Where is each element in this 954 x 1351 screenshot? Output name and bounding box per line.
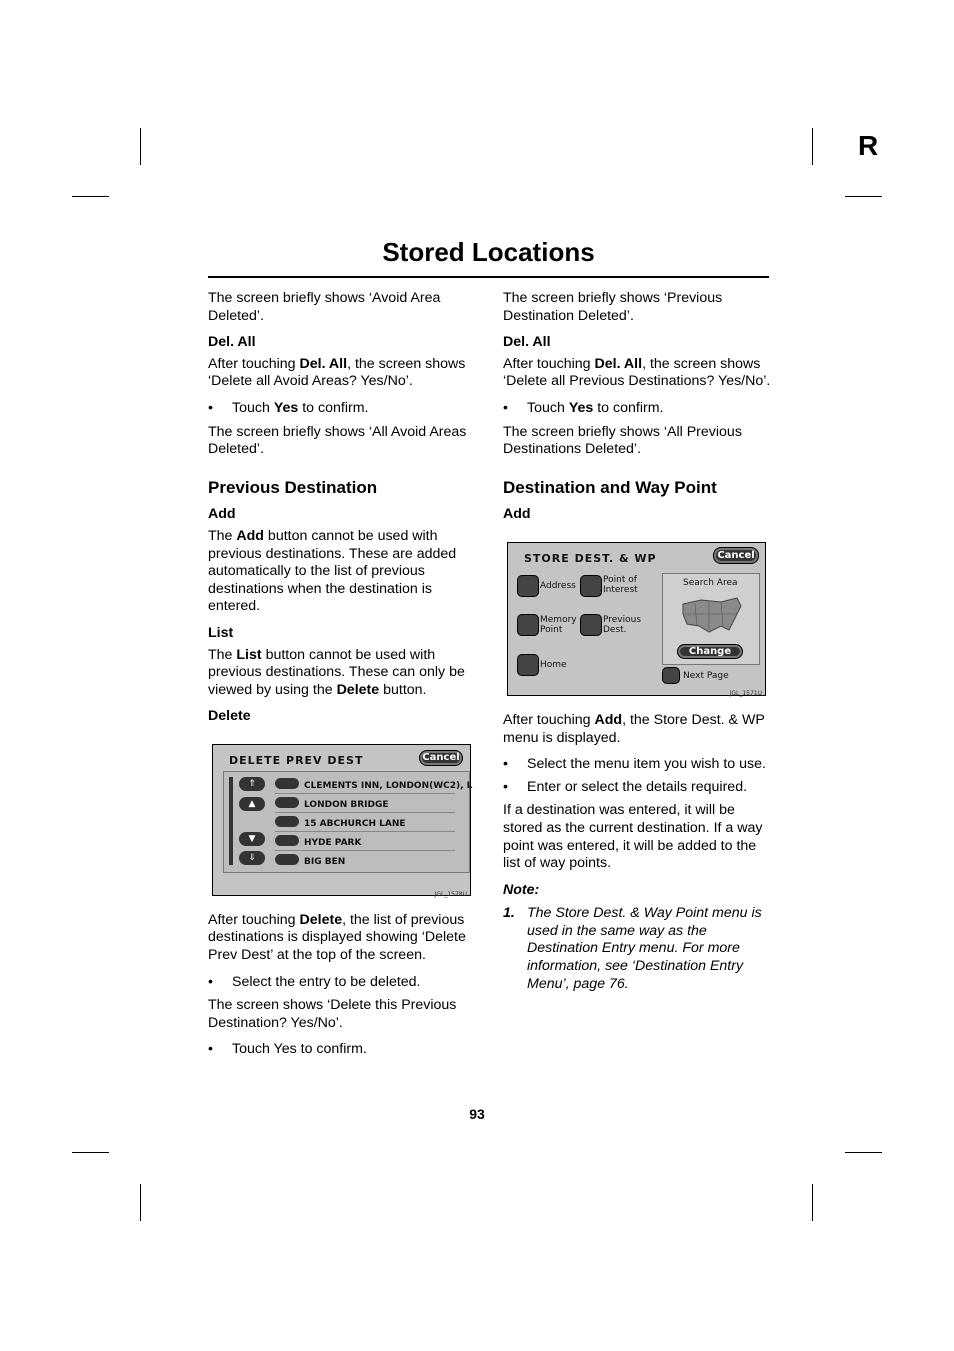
page-down-icon: ⇓ [239,851,265,865]
search-area-panel [662,573,760,665]
section-heading-previous-destination: Previous Destination [208,477,378,497]
paragraph: If a destination was entered, it will be stored as the current destination. If a way point was entered, it will be added to the list of way points. [503,802,763,872]
right-column [503,290,771,993]
note-label: Note: [503,881,540,898]
crop-mark [845,1152,882,1153]
note-item: 1. The Store Dest. & Way Point menu is used in the same way as the Destination Entry menu. For more information, see ‘Destination Entry Menu’, page 76. [503,905,762,992]
paragraph: After touching Add, the Store Dest. & WP menu is displayed. [503,711,765,746]
subheading-delete: Delete [208,708,251,725]
paragraph: The screen shows ‘Delete this Previous Destination? Yes/No’. [208,997,457,1031]
screen-title: DELETE PREV DEST [229,753,364,767]
screenshot-delete-prev-dest [212,744,473,899]
cancel-button: Cancel [419,750,463,766]
paragraph: After touching Del. All, the screen shows ‘Delete all Previous Destinations? Yes/No’. [503,355,771,390]
paragraph: The Add button cannot be used with previous destinations. These are added automatically to the list of previous destinations when the destination is entered. [208,527,457,615]
menu-item-home: Home [540,659,567,670]
paragraph: The screen briefly shows ‘All Avoid Areas Deleted’. [208,423,467,458]
point-of-interest-icon [580,575,602,597]
list-item: CLEMENTS INN, LONDON(WC2), L [275,775,455,794]
bullet-item: • Select the entry to be deleted. [208,974,476,992]
crop-mark [812,128,813,165]
select-button-icon [275,797,299,808]
map-icon [681,596,743,636]
paragraph: After touching Delete, the list of previous destinations is displayed showing ‘Delete Prev Dest’ at the top of the screen. [208,911,466,964]
crop-mark [812,1184,813,1221]
menu-item-memory-point: Memory Point [540,614,577,635]
subheading-list: List [208,624,234,641]
paragraph: The screen briefly shows ‘Previous Destination Deleted’. [503,290,723,324]
scroll-up-icon: ▲ [239,797,265,811]
crop-mark [845,196,882,197]
search-area-label: Search Area [683,577,738,588]
paragraph: The screen briefly shows ‘All Previous Destinations Deleted’. [503,423,742,458]
menu-item-previous-dest: Previous Dest. [603,614,642,635]
figure-code: JGL_1578U [434,891,467,899]
subheading-del-all: Del. All [503,334,551,351]
menu-item-point-of-interest: Point of Interest [603,574,638,595]
paragraph: After touching Del. All, the screen shows ‘Delete all Avoid Areas? Yes/No’. [208,355,466,390]
paragraph: The List button cannot be used with previous destinations. These can only be viewed by using the Delete button. [208,646,465,698]
page-title: Stored Locations [382,237,595,267]
screen-title: STORE DEST. & WP [524,551,657,565]
select-button-icon [275,854,299,865]
list-item: BIG BEN [275,851,455,869]
list-item: 15 ABCHURCH LANE [275,813,455,832]
bullet-item: • Touch Yes to confirm. [503,400,771,418]
section-heading-destination-way-point: Destination and Way Point [503,477,717,497]
figure-code: JGL_1571U [729,690,762,698]
change-button: Change [677,644,743,659]
bullet-item: • Enter or select the details required. [503,779,771,797]
cancel-button: Cancel [713,547,759,564]
list-item: HYDE PARK [275,832,455,851]
previous-dest-icon [580,614,602,636]
left-column [208,290,476,1064]
select-button-icon [275,816,299,827]
crop-mark [140,128,141,165]
memory-point-icon [517,614,539,636]
subheading-add: Add [503,506,531,523]
home-icon [517,654,539,676]
address-icon [517,575,539,597]
bullet-item: • Select the menu item you wish to use. [503,756,771,774]
bullet-item: • Touch Yes to confirm. [208,400,476,418]
title-rule [208,276,769,278]
select-button-icon [275,835,299,846]
crop-mark [140,1184,141,1221]
next-page-icon [662,667,680,684]
page-up-icon: ⇑ [239,777,265,791]
crop-mark [72,1152,109,1153]
page-number: 93 [469,1106,485,1122]
subheading-add: Add [208,506,236,523]
list-item: LONDON BRIDGE [275,794,455,813]
scrollbar [229,777,233,865]
scroll-down-icon: ▼ [239,832,265,846]
menu-item-address: Address [540,580,576,591]
bullet-item: • Touch Yes to confirm. [208,1041,476,1059]
screenshot-store-dest-wp [507,542,766,696]
crop-mark [72,196,109,197]
paragraph: The screen briefly shows ‘Avoid Area Deleted’. [208,290,441,324]
section-tab-letter: R [858,130,879,161]
next-page-label: Next Page [683,670,729,681]
select-button-icon [275,778,299,789]
subheading-del-all: Del. All [208,334,256,351]
